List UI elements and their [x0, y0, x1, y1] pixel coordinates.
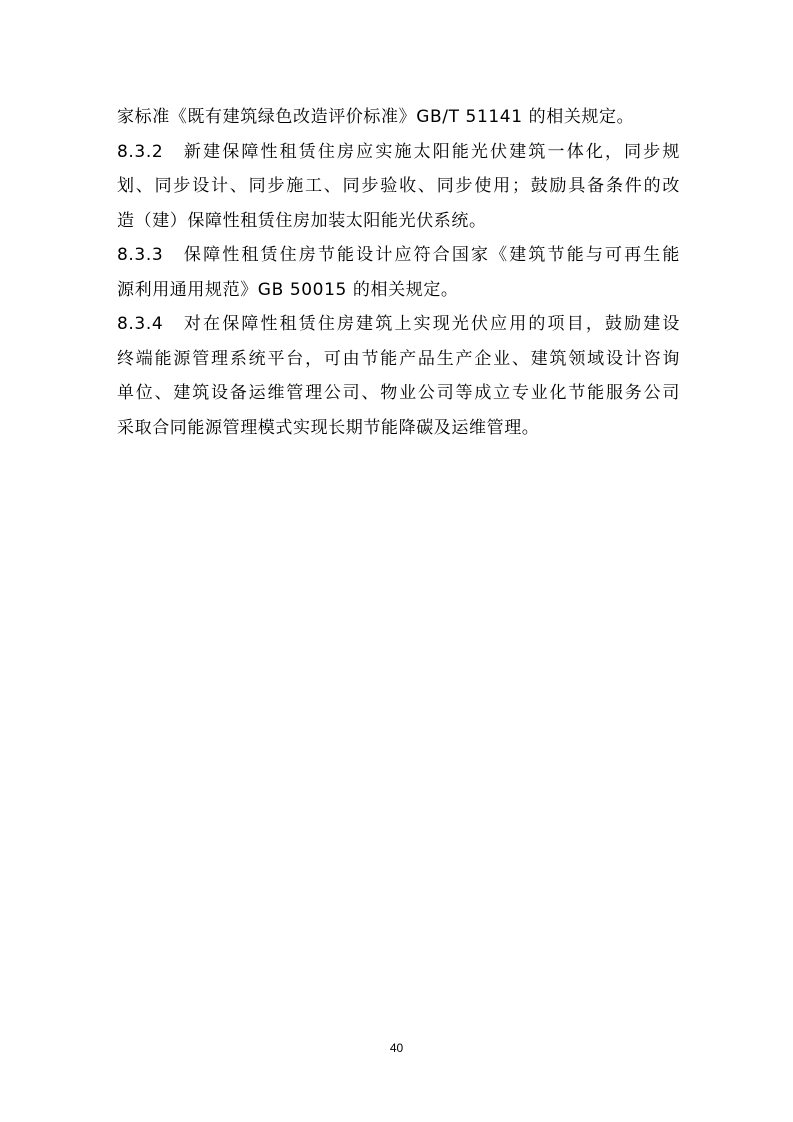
clause-8-3-2-line: 8.3.2 新建保障性租赁住房应实施太阳能光伏建筑一体化，同步规 [117, 141, 680, 162]
text-line: 划、同步设计、同步施工、同步验收、同步使用；鼓励具备条件的改 [117, 176, 680, 196]
text-line: 采取合同能源管理模式实现长期节能降碳及运维管理。 [117, 417, 540, 438]
text-line: 源利用通用规范》GB 50015 的相关规定。 [117, 279, 459, 300]
text-line: 终端能源管理系统平台，可由节能产品生产企业、建筑领域设计咨询 [117, 348, 680, 369]
body-text [117, 100, 680, 445]
clause-8-3-4-line: 8.3.4 对在保障性租赁住房建筑上实现光伏应用的项目，鼓励建设 [117, 314, 680, 334]
page-number: 40 [389, 1041, 404, 1055]
text-line: 单位、建筑设备运维管理公司、物业公司等成立专业化节能服务公司 [117, 383, 680, 403]
text-line: 家标准《既有建筑绿色改造评价标准》GB/T 51141 的相关规定。 [117, 107, 635, 127]
text-line: 造（建）保障性租赁住房加装太阳能光伏系统。 [117, 210, 487, 231]
clause-8-3-3-line: 8.3.3 保障性租赁住房节能设计应符合国家《建筑节能与可再生能 [117, 245, 680, 265]
